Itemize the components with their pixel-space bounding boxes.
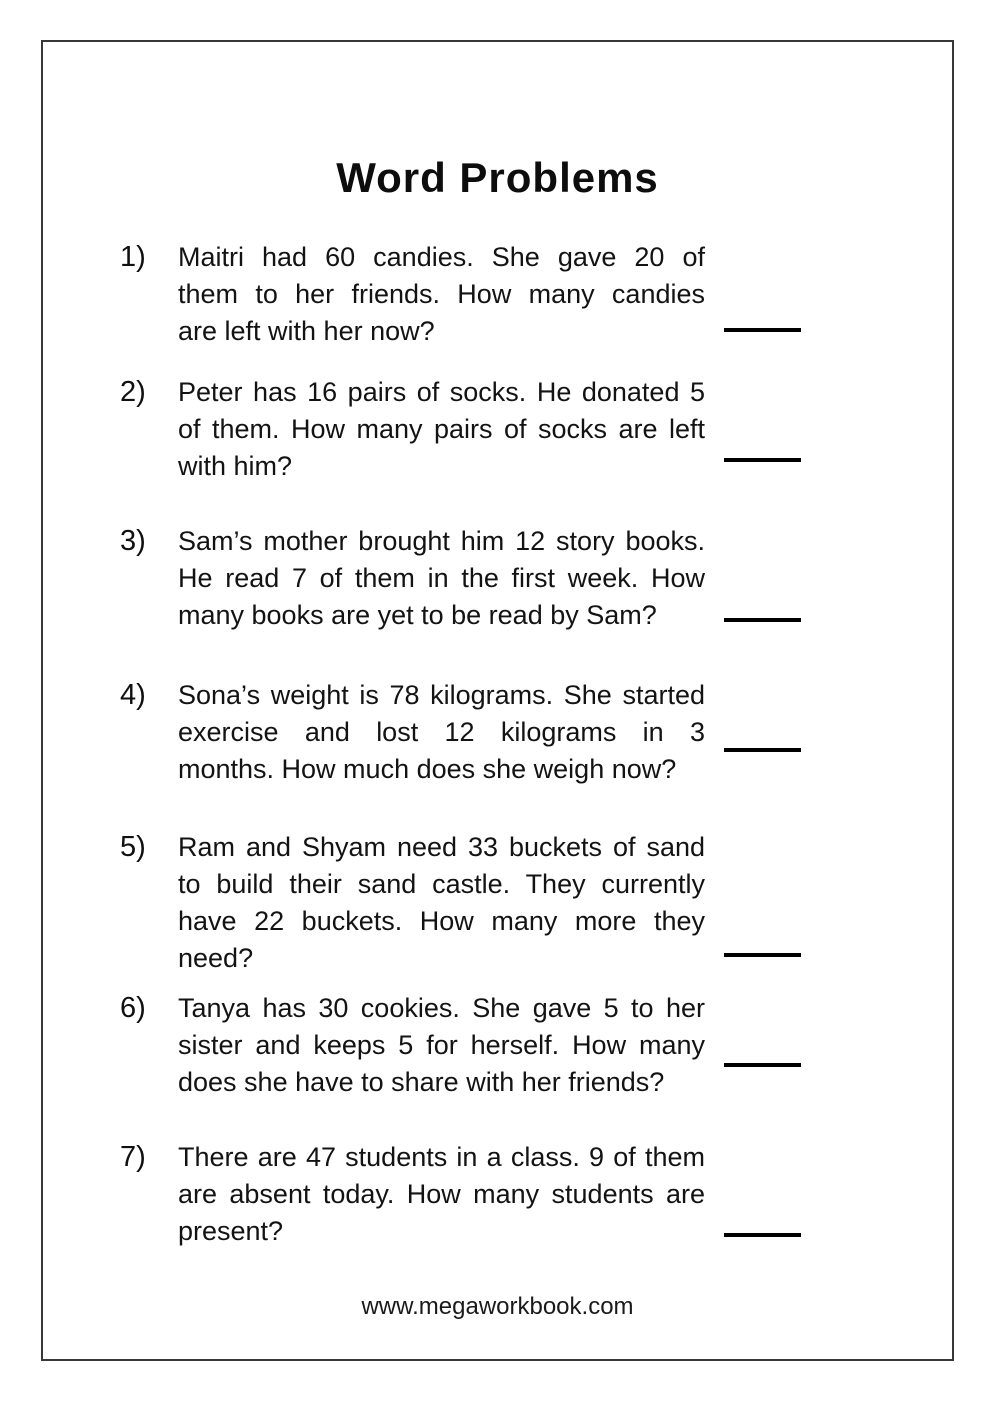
- page-title: Word Problems: [336, 154, 659, 201]
- problem-text-line: many books are yet to be read by Sam?: [178, 600, 657, 630]
- problem-text: [178, 523, 705, 634]
- problem: [120, 829, 801, 977]
- answer-line: [724, 618, 801, 622]
- problem-text-line: with him?: [178, 451, 293, 481]
- problem-text-line: does she have to share with her friends?: [178, 1067, 665, 1097]
- problem-text-line: have 22 buckets. How many more they: [178, 906, 705, 936]
- problem-text-line: exercise and lost 12 kilograms in 3: [178, 717, 705, 747]
- problem: [120, 374, 801, 485]
- problem-number: 2): [120, 376, 146, 408]
- problem-text: [178, 239, 705, 350]
- answer-line: [724, 1063, 801, 1067]
- problem-text-line: He read 7 of them in the first week. How: [178, 563, 705, 593]
- problem: [120, 990, 801, 1101]
- problem-text-line: present?: [178, 1216, 284, 1246]
- problem: [120, 523, 801, 634]
- problem-text-line: Maitri had 60 candies. She gave 20 of: [178, 242, 705, 272]
- answer-line: [724, 328, 801, 332]
- problem-text-line: months. How much does she weigh now?: [178, 754, 677, 784]
- problem-text: [178, 990, 705, 1101]
- problem-text-line: are left with her now?: [178, 316, 435, 346]
- problem-number: 7): [120, 1141, 146, 1173]
- problem-text-line: Sona’s weight is 78 kilograms. She started: [178, 680, 705, 710]
- problem-text-line: need?: [178, 943, 254, 973]
- problem-text-line: of them. How many pairs of socks are left: [178, 414, 705, 444]
- problem-number: 3): [120, 525, 146, 557]
- problem-number: 4): [120, 679, 146, 711]
- problem-text-line: are absent today. How many students are: [178, 1179, 705, 1209]
- problem-text: [178, 1139, 705, 1250]
- answer-line: [724, 458, 801, 462]
- problem-text: [178, 677, 705, 788]
- problem-text: [178, 374, 705, 485]
- problem-number: 6): [120, 992, 146, 1024]
- problem: [120, 239, 801, 350]
- problem-text-line: Ram and Shyam need 33 buckets of sand: [178, 832, 705, 862]
- problem-text-line: Sam’s mother brought him 12 story books.: [178, 526, 705, 556]
- problem-text-line: Peter has 16 pairs of socks. He donated 5: [178, 377, 705, 407]
- problem-text-line: There are 47 students in a class. 9 of them: [178, 1142, 705, 1172]
- problem-number: 5): [120, 831, 146, 863]
- problem-text-line: sister and keeps 5 for herself. How many: [178, 1030, 705, 1060]
- answer-line: [724, 748, 801, 752]
- footer-url: www.megaworkbook.com: [361, 1293, 634, 1320]
- problem-text-line: Tanya has 30 cookies. She gave 5 to her: [178, 993, 705, 1023]
- problem: [120, 1139, 801, 1250]
- problem-text-line: them to her friends. How many candies: [178, 279, 705, 309]
- problem: [120, 677, 801, 788]
- answer-line: [724, 953, 801, 957]
- answer-line: [724, 1233, 801, 1237]
- problem-text: [178, 829, 705, 977]
- problem-number: 1): [120, 241, 146, 273]
- problem-text-line: to build their sand castle. They currently: [178, 869, 705, 899]
